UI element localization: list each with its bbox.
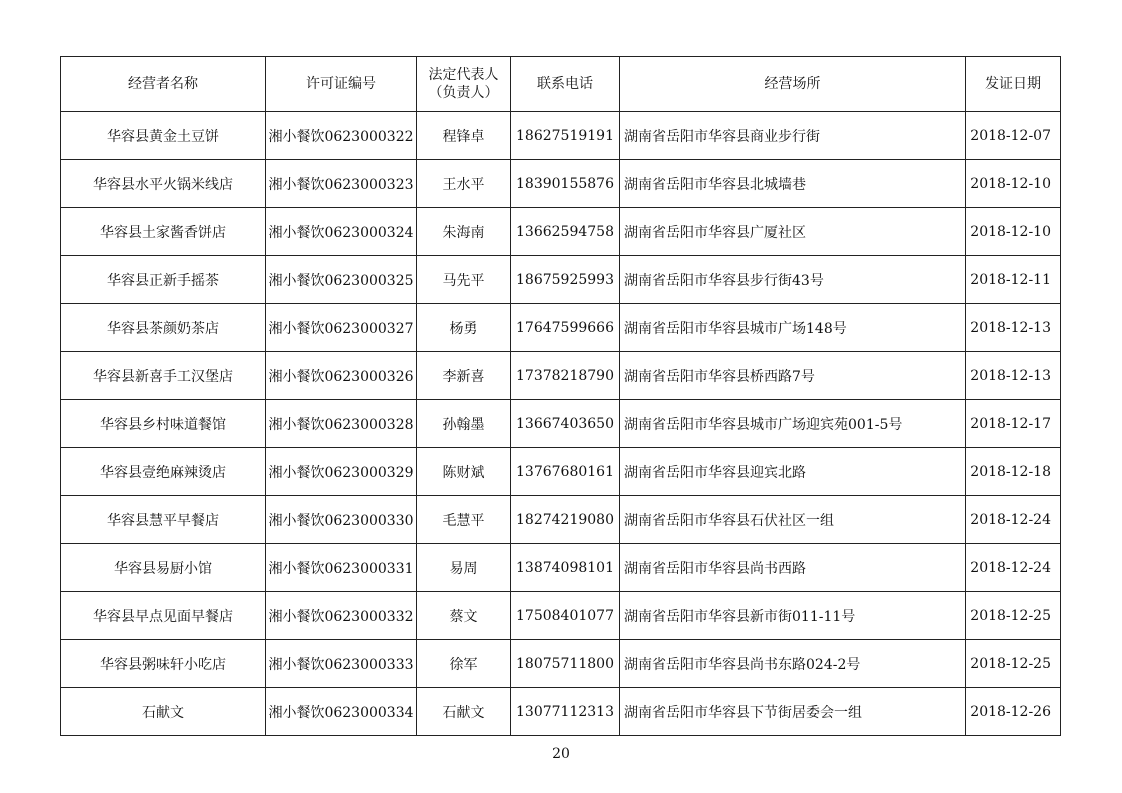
cell-issue-date: 2018-12-07 <box>966 112 1061 160</box>
cell-legal-representative: 朱海南 <box>417 208 511 256</box>
table-row <box>61 448 1061 496</box>
cell-business-name: 华容县新喜手工汉堡店 <box>61 352 266 400</box>
cell-license-number: 湘小餐饮0623000329 <box>266 448 417 496</box>
table-body <box>61 112 1061 736</box>
cell-phone: 18390155876 <box>511 160 620 208</box>
cell-legal-representative: 毛慧平 <box>417 496 511 544</box>
cell-address: 湖南省岳阳市华容县步行街43号 <box>620 256 966 304</box>
cell-phone: 13767680161 <box>511 448 620 496</box>
cell-legal-representative: 易周 <box>417 544 511 592</box>
cell-issue-date: 2018-12-26 <box>966 688 1061 736</box>
cell-address: 湖南省岳阳市华容县广厦社区 <box>620 208 966 256</box>
cell-license-number: 湘小餐饮0623000333 <box>266 640 417 688</box>
cell-license-number: 湘小餐饮0623000322 <box>266 112 417 160</box>
cell-issue-date: 2018-12-13 <box>966 352 1061 400</box>
cell-business-name: 华容县正新手摇茶 <box>61 256 266 304</box>
cell-legal-representative: 石献文 <box>417 688 511 736</box>
cell-legal-representative: 杨勇 <box>417 304 511 352</box>
cell-license-number: 湘小餐饮0623000325 <box>266 256 417 304</box>
cell-address: 湖南省岳阳市华容县城市广场迎宾苑001-5号 <box>620 400 966 448</box>
cell-issue-date: 2018-12-18 <box>966 448 1061 496</box>
header-address: 经营场所 <box>620 57 966 112</box>
cell-business-name: 华容县水平火锅米线店 <box>61 160 266 208</box>
cell-issue-date: 2018-12-25 <box>966 592 1061 640</box>
cell-address: 湖南省岳阳市华容县北城墙巷 <box>620 160 966 208</box>
table-row <box>61 112 1061 160</box>
cell-address: 湖南省岳阳市华容县石伏社区一组 <box>620 496 966 544</box>
header-phone: 联系电话 <box>511 57 620 112</box>
table-row <box>61 400 1061 448</box>
cell-business-name: 华容县乡村味道餐馆 <box>61 400 266 448</box>
cell-phone: 13667403650 <box>511 400 620 448</box>
table-header-row <box>61 57 1061 112</box>
cell-license-number: 湘小餐饮0623000323 <box>266 160 417 208</box>
table-row <box>61 256 1061 304</box>
license-table-container <box>60 56 1060 736</box>
table-row <box>61 688 1061 736</box>
cell-license-number: 湘小餐饮0623000326 <box>266 352 417 400</box>
cell-business-name: 华容县茶颜奶茶店 <box>61 304 266 352</box>
cell-license-number: 湘小餐饮0623000328 <box>266 400 417 448</box>
cell-business-name: 华容县易厨小馆 <box>61 544 266 592</box>
cell-phone: 17647599666 <box>511 304 620 352</box>
cell-issue-date: 2018-12-17 <box>966 400 1061 448</box>
table-row <box>61 352 1061 400</box>
table-row <box>61 496 1061 544</box>
header-issue-date: 发证日期 <box>966 57 1061 112</box>
cell-address: 湖南省岳阳市华容县下节街居委会一组 <box>620 688 966 736</box>
cell-business-name: 华容县壹绝麻辣烫店 <box>61 448 266 496</box>
cell-business-name: 华容县慧平早餐店 <box>61 496 266 544</box>
cell-address: 湖南省岳阳市华容县尚书东路024-2号 <box>620 640 966 688</box>
cell-phone: 18274219080 <box>511 496 620 544</box>
cell-issue-date: 2018-12-13 <box>966 304 1061 352</box>
cell-business-name: 华容县早点见面早餐店 <box>61 592 266 640</box>
cell-phone: 13662594758 <box>511 208 620 256</box>
cell-issue-date: 2018-12-11 <box>966 256 1061 304</box>
cell-phone: 13874098101 <box>511 544 620 592</box>
cell-address: 湖南省岳阳市华容县城市广场148号 <box>620 304 966 352</box>
cell-business-name: 华容县黄金土豆饼 <box>61 112 266 160</box>
cell-phone: 18075711800 <box>511 640 620 688</box>
cell-business-name: 华容县土家酱香饼店 <box>61 208 266 256</box>
header-license-number: 许可证编号 <box>266 57 417 112</box>
cell-phone: 17378218790 <box>511 352 620 400</box>
cell-issue-date: 2018-12-10 <box>966 208 1061 256</box>
cell-address: 湖南省岳阳市华容县迎宾北路 <box>620 448 966 496</box>
cell-legal-representative: 王水平 <box>417 160 511 208</box>
cell-license-number: 湘小餐饮0623000334 <box>266 688 417 736</box>
cell-legal-representative: 徐军 <box>417 640 511 688</box>
table-row <box>61 160 1061 208</box>
cell-address: 湖南省岳阳市华容县商业步行街 <box>620 112 966 160</box>
cell-license-number: 湘小餐饮0623000324 <box>266 208 417 256</box>
cell-business-name: 华容县粥味轩小吃店 <box>61 640 266 688</box>
header-legal-representative-line1: 法定代表人 <box>428 67 499 83</box>
header-legal-representative-line2: （负责人） <box>428 85 499 101</box>
table-row <box>61 208 1061 256</box>
cell-legal-representative: 陈财斌 <box>417 448 511 496</box>
cell-issue-date: 2018-12-25 <box>966 640 1061 688</box>
cell-address: 湖南省岳阳市华容县尚书西路 <box>620 544 966 592</box>
cell-legal-representative: 孙翰墨 <box>417 400 511 448</box>
cell-license-number: 湘小餐饮0623000331 <box>266 544 417 592</box>
table-row <box>61 592 1061 640</box>
table-row <box>61 304 1061 352</box>
header-legal-representative <box>417 57 511 112</box>
cell-phone: 18627519191 <box>511 112 620 160</box>
cell-issue-date: 2018-12-24 <box>966 544 1061 592</box>
table-row <box>61 544 1061 592</box>
cell-legal-representative: 程锋卓 <box>417 112 511 160</box>
cell-business-name: 石献文 <box>61 688 266 736</box>
cell-license-number: 湘小餐饮0623000332 <box>266 592 417 640</box>
cell-phone: 17508401077 <box>511 592 620 640</box>
cell-legal-representative: 马先平 <box>417 256 511 304</box>
header-business-name: 经营者名称 <box>61 57 266 112</box>
cell-license-number: 湘小餐饮0623000330 <box>266 496 417 544</box>
cell-license-number: 湘小餐饮0623000327 <box>266 304 417 352</box>
cell-phone: 13077112313 <box>511 688 620 736</box>
cell-legal-representative: 蔡文 <box>417 592 511 640</box>
page-number: 20 <box>552 746 570 762</box>
table-row <box>61 640 1061 688</box>
cell-phone: 18675925993 <box>511 256 620 304</box>
cell-address: 湖南省岳阳市华容县新市街011-11号 <box>620 592 966 640</box>
cell-issue-date: 2018-12-24 <box>966 496 1061 544</box>
cell-legal-representative: 李新喜 <box>417 352 511 400</box>
cell-address: 湖南省岳阳市华容县桥西路7号 <box>620 352 966 400</box>
license-table <box>60 56 1061 736</box>
cell-issue-date: 2018-12-10 <box>966 160 1061 208</box>
